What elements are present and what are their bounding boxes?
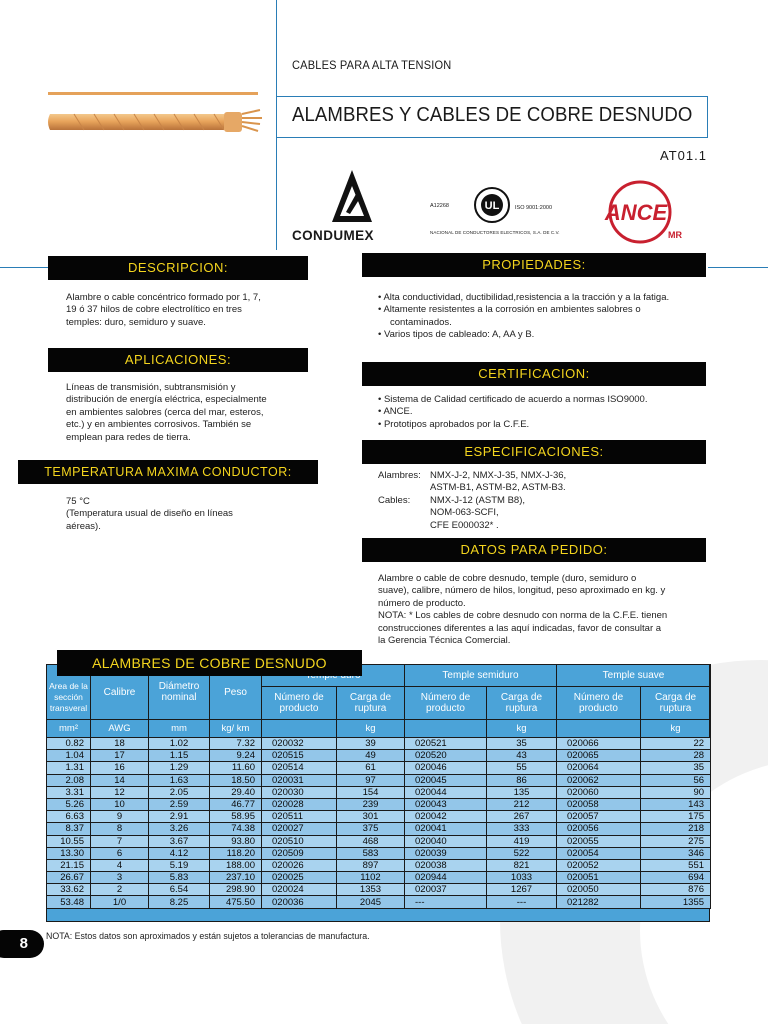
table-cell: 020024 — [262, 884, 337, 896]
divider-left — [0, 267, 48, 268]
series-label: CABLES PARA ALTA TENSION — [292, 58, 452, 72]
table-cell: 86 — [487, 774, 557, 786]
cert-company: NACIONAL DE CONDUCTORES ELECTRICOS, S.A. DE C.V. — [430, 230, 560, 235]
table-row — [47, 884, 711, 896]
spec-value-cables: NOM-063-SCFI, — [430, 507, 499, 519]
table-cell: 14 — [91, 774, 149, 786]
table-cell: 020066 — [557, 738, 641, 750]
table-cell: 551 — [641, 859, 711, 871]
pedido-text: Alambre o cable de cobre desnudo, temple (duro, semiduro o suave), calibre, número de hilos, longitud, peso aproximado en kg. y número de producto. NOTA: * Los cables de cobre desnudo con norma de la C.F.E. tienen construcciones diferentes a las aquí indicadas, favor de consultar a la Gerencia Técnica Comercial. — [378, 573, 668, 647]
table-cell: 2.91 — [149, 811, 210, 823]
table-row — [47, 738, 711, 750]
table-cell: 8 — [91, 823, 149, 835]
column-header-numero: Número de producto — [557, 687, 641, 720]
page-number: 8 — [0, 930, 44, 958]
table-cell: 897 — [337, 859, 405, 871]
table-cell: 020042 — [405, 811, 487, 823]
table-cell: 7 — [91, 835, 149, 847]
table-cell: 1353 — [337, 884, 405, 896]
table-cell: 475.50 — [210, 896, 262, 908]
table-cell: 1.15 — [149, 750, 210, 762]
table-cell: 020062 — [557, 774, 641, 786]
wire-data-table — [46, 664, 711, 909]
table-cell: 26.67 — [47, 872, 91, 884]
table-title: ALAMBRES DE COBRE DESNUDO — [57, 650, 362, 676]
table-cell: 020057 — [557, 811, 641, 823]
table-cell: 583 — [337, 847, 405, 859]
table-cell: 020039 — [405, 847, 487, 859]
table-cell: 694 — [641, 872, 711, 884]
table-cell: 58.95 — [210, 811, 262, 823]
table-cell: 21.15 — [47, 859, 91, 871]
table-cell: 1267 — [487, 884, 557, 896]
table-cell: 375 — [337, 823, 405, 835]
table-cell: 2.05 — [149, 786, 210, 798]
table-cell: 021282 — [557, 896, 641, 908]
table-cell: 2045 — [337, 896, 405, 908]
table-cell: 1.02 — [149, 738, 210, 750]
svg-text:UL: UL — [484, 200, 500, 212]
spec-value-cables: CFE E000032* . — [430, 519, 499, 531]
table-body — [47, 738, 711, 909]
table-cell: 13.30 — [47, 847, 91, 859]
table-cell: 1.31 — [47, 762, 91, 774]
table-row — [47, 798, 711, 810]
section-header-temperatura: TEMPERATURA MAXIMA CONDUCTOR: — [18, 460, 318, 484]
svg-text:MR: MR — [668, 230, 682, 240]
table-cell: 020510 — [262, 835, 337, 847]
table-cell: 56 — [641, 774, 711, 786]
table-cell: 61 — [337, 762, 405, 774]
table-cell: 35 — [641, 762, 711, 774]
table-cell: 90 — [641, 786, 711, 798]
table-cell: 237.10 — [210, 872, 262, 884]
table-cell: 4.12 — [149, 847, 210, 859]
especificaciones-list — [378, 470, 690, 532]
table-cell: 12 — [91, 786, 149, 798]
table-cell: 175 — [641, 811, 711, 823]
table-cell: 522 — [487, 847, 557, 859]
table-cell: 346 — [641, 847, 711, 859]
table-row — [47, 762, 711, 774]
table-cell: 020509 — [262, 847, 337, 859]
ance-logo — [596, 176, 692, 246]
table-cell: 020045 — [405, 774, 487, 786]
table-cell: 333 — [487, 823, 557, 835]
spec-value-alambres: NMX-J-2, NMX-J-35, NMX-J-36, — [430, 470, 567, 481]
table-cell: 3.67 — [149, 835, 210, 847]
temperatura-text: 75 °C (Temperatura usual de diseño en líneas aéreas). — [66, 496, 233, 532]
table-row — [47, 872, 711, 884]
column-group-semiduro: Temple semiduro — [405, 665, 557, 687]
table-cell: 18 — [91, 738, 149, 750]
section-header-especificaciones: ESPECIFICACIONES: — [362, 440, 706, 464]
descripcion-text: Alambre o cable concéntrico formado por 1, 7, 19 ó 37 hilos de cobre electrolítico en tres temples: duro, semiduro y suave. — [66, 292, 261, 328]
table-cell: 020055 — [557, 835, 641, 847]
column-header-carga: Carga de ruptura — [337, 687, 405, 720]
table-cell: 9 — [91, 811, 149, 823]
table-cell: 1.63 — [149, 774, 210, 786]
table-cell: 821 — [487, 859, 557, 871]
table-cell: 5.83 — [149, 872, 210, 884]
table-cell: 218 — [641, 823, 711, 835]
table-cell: 1033 — [487, 872, 557, 884]
table-cell: 10.55 — [47, 835, 91, 847]
table-row — [47, 859, 711, 871]
table-cell: 020043 — [405, 798, 487, 810]
table-cell: 020064 — [557, 762, 641, 774]
table-cell: 275 — [641, 835, 711, 847]
column-header-diametro: Diámetro nominal — [149, 665, 210, 720]
list-item: • Sistema de Calidad certificado de acuerdo a normas ISO9000. — [378, 394, 648, 405]
table-row — [47, 750, 711, 762]
table-cell: 020521 — [405, 738, 487, 750]
spec-value-alambres: ASTM-B1, ASTM-B2, ASTM-B3. — [430, 482, 566, 494]
table-cell: 55 — [487, 762, 557, 774]
spec-label-alambres: Alambres: — [378, 470, 421, 481]
unit-calibre: AWG — [91, 720, 149, 738]
table-cell: 020025 — [262, 872, 337, 884]
table-cell: 020040 — [405, 835, 487, 847]
page-title: ALAMBRES Y CABLES DE COBRE DESNUDO — [292, 104, 693, 126]
table-cell: 8.25 — [149, 896, 210, 908]
certificacion-list — [378, 394, 708, 431]
table-cell: 2.59 — [149, 798, 210, 810]
table-cell: 020026 — [262, 859, 337, 871]
table-cell: 020036 — [262, 896, 337, 908]
table-cell: 97 — [337, 774, 405, 786]
table-cell: 9.24 — [210, 750, 262, 762]
table-cell: 1.29 — [149, 762, 210, 774]
table-cell: 135 — [487, 786, 557, 798]
unit-area: mm² — [47, 720, 91, 738]
svg-text:ANCE: ANCE — [604, 200, 668, 225]
footer-note: NOTA: Estos datos son aproximados y están sujetos a tolerancias de manufactura. — [46, 931, 370, 941]
table-cell: 020038 — [405, 859, 487, 871]
table-row — [47, 896, 711, 908]
table-row — [47, 847, 711, 859]
table-cell: 3 — [91, 872, 149, 884]
table-cell: 876 — [641, 884, 711, 896]
unit-carga: kg — [337, 720, 405, 738]
table-cell: 020041 — [405, 823, 487, 835]
unit-blank — [262, 720, 337, 738]
table-cell: 6 — [91, 847, 149, 859]
table-cell: 020050 — [557, 884, 641, 896]
table-cell: 3.31 — [47, 786, 91, 798]
table-cell: 020027 — [262, 823, 337, 835]
list-item: • Alta conductividad, ductibilidad,resistencia a la tracción y a la fatiga. — [378, 292, 670, 303]
table-cell: 188.00 — [210, 859, 262, 871]
table-cell: 118.20 — [210, 847, 262, 859]
condumex-wordmark: CONDUMEX — [292, 228, 374, 243]
table-cell: 2.08 — [47, 774, 91, 786]
table-row — [47, 823, 711, 835]
table-cell: 020060 — [557, 786, 641, 798]
table-cell: 020052 — [557, 859, 641, 871]
list-item: • Altamente resistentes a la corrosión en ambientes salobres o contaminados. — [378, 304, 641, 328]
unit-blank — [557, 720, 641, 738]
section-header-descripcion: DESCRIPCION: — [48, 256, 308, 280]
cert-number: A12268 — [430, 203, 449, 209]
table-cell: 33.62 — [47, 884, 91, 896]
table-cell: 020054 — [557, 847, 641, 859]
unit-blank — [405, 720, 487, 738]
table-cell: 4 — [91, 859, 149, 871]
table-cell: 020028 — [262, 798, 337, 810]
table-cell: 020515 — [262, 750, 337, 762]
table-cell: 020520 — [405, 750, 487, 762]
propiedades-list — [378, 292, 698, 342]
table-cell: 020056 — [557, 823, 641, 835]
table-cell: 020051 — [557, 872, 641, 884]
divider-right — [708, 267, 768, 268]
table-cell: 1/0 — [91, 896, 149, 908]
table-row — [47, 835, 711, 847]
table-cell: 74.38 — [210, 823, 262, 835]
section-header-aplicaciones: APLICACIONES: — [48, 348, 308, 372]
table-cell: 6.63 — [47, 811, 91, 823]
table-cell: 020058 — [557, 798, 641, 810]
column-header-carga: Carga de ruptura — [641, 687, 711, 720]
table-row — [47, 811, 711, 823]
table-cell: 8.37 — [47, 823, 91, 835]
spec-label-cables: Cables: — [378, 494, 411, 506]
table-cell: 020944 — [405, 872, 487, 884]
column-header-numero: Número de producto — [405, 687, 487, 720]
table-cell: 143 — [641, 798, 711, 810]
unit-carga: kg — [641, 720, 711, 738]
table-cell: 10 — [91, 798, 149, 810]
table-cell: 43 — [487, 750, 557, 762]
table-cell: 154 — [337, 786, 405, 798]
table-cell: 29.40 — [210, 786, 262, 798]
column-header-calibre: Calibre — [91, 665, 149, 720]
table-cell: 46.77 — [210, 798, 262, 810]
table-cell: 39 — [337, 738, 405, 750]
spec-value-cables: NMX-J-12 (ASTM B8), — [430, 494, 526, 506]
table-cell: 020031 — [262, 774, 337, 786]
table-cell: --- — [487, 896, 557, 908]
table-cell: --- — [405, 896, 487, 908]
table-cell: 267 — [487, 811, 557, 823]
list-item: • Prototipos aprobados por la C.F.E. — [378, 418, 530, 430]
table-cell: 53.48 — [47, 896, 91, 908]
section-header-certificacion: CERTIFICACION: — [362, 362, 706, 386]
iso-label: ISO 9001:2000 — [515, 205, 553, 211]
table-cell: 020032 — [262, 738, 337, 750]
table-cell: 1102 — [337, 872, 405, 884]
section-header-propiedades: PROPIEDADES: — [362, 253, 706, 277]
table-cell: 28 — [641, 750, 711, 762]
table-cell: 93.80 — [210, 835, 262, 847]
table-cell: 5.19 — [149, 859, 210, 871]
column-header-peso: Peso — [210, 665, 262, 720]
table-cell: 16 — [91, 762, 149, 774]
table-cell: 020511 — [262, 811, 337, 823]
table-cell: 5.26 — [47, 798, 91, 810]
unit-carga: kg — [487, 720, 557, 738]
list-item: • ANCE. — [378, 406, 413, 418]
table-cell: 298.90 — [210, 884, 262, 896]
column-header-numero: Número de producto — [262, 687, 337, 720]
table-cell: 301 — [337, 811, 405, 823]
table-cell: 11.60 — [210, 762, 262, 774]
aplicaciones-text: Líneas de transmisión, subtransmisión y distribución de energía eléctrica, especialmente en ambientes salobres (cerca del mar, esteros, etc.) y en ambientes corrosivos. También se emplean para redes de tierra. — [66, 382, 267, 443]
unit-diametro: mm — [149, 720, 210, 738]
table-cell: 1.04 — [47, 750, 91, 762]
table-cell: 18.50 — [210, 774, 262, 786]
table-row — [47, 774, 711, 786]
table-cell: 35 — [487, 738, 557, 750]
table-cell: 020030 — [262, 786, 337, 798]
table-cell: 7.32 — [210, 738, 262, 750]
table-cell: 22 — [641, 738, 711, 750]
unit-peso: kg/ km — [210, 720, 262, 738]
table-cell: 1355 — [641, 896, 711, 908]
table-cell: 020044 — [405, 786, 487, 798]
table-cell: 020065 — [557, 750, 641, 762]
table-cell: 0.82 — [47, 738, 91, 750]
table-cell: 020514 — [262, 762, 337, 774]
product-code: AT01.1 — [660, 148, 707, 163]
copper-cable-image — [44, 88, 264, 144]
table-cell: 239 — [337, 798, 405, 810]
table-cell: 49 — [337, 750, 405, 762]
table-cell: 419 — [487, 835, 557, 847]
list-item: • Varios tipos de cableado: A, AA y B. — [378, 329, 535, 341]
table-cell: 17 — [91, 750, 149, 762]
section-header-pedido: DATOS PARA PEDIDO: — [362, 538, 706, 562]
table-cell: 2 — [91, 884, 149, 896]
table-cell: 6.54 — [149, 884, 210, 896]
table-cell: 020037 — [405, 884, 487, 896]
table-cell: 020046 — [405, 762, 487, 774]
column-header-area: Area de la sección transveral — [47, 665, 91, 720]
ul-certification-icon — [473, 186, 511, 228]
table-cell: 212 — [487, 798, 557, 810]
table-row — [47, 786, 711, 798]
column-header-carga: Carga de ruptura — [487, 687, 557, 720]
table-cell: 468 — [337, 835, 405, 847]
column-group-suave: Temple suave — [557, 665, 711, 687]
table-cell: 3.26 — [149, 823, 210, 835]
